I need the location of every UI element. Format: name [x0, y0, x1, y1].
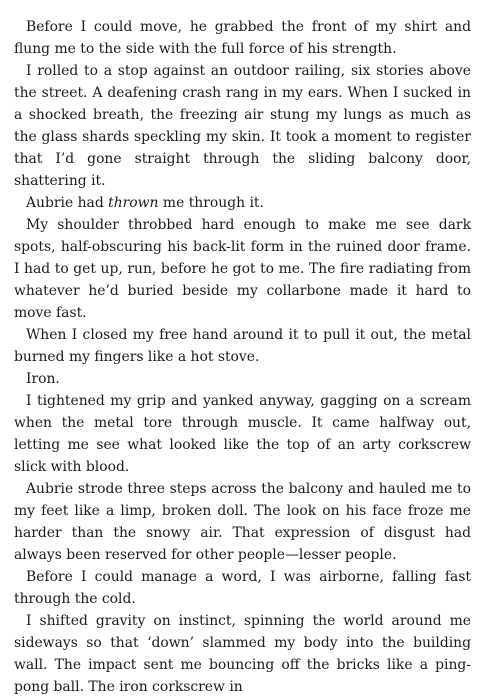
paragraph-4: My shoulder throbbed hard enough to make me see dark spots, half-obscuring his back-lit form in the ruined door frame. I had to get up, run, before he got to me. The fire radiating from whatever he’d buried beside my collarbone made it hard to move fast. — [14, 217, 471, 321]
paragraph-3-pre: Aubrie had — [26, 195, 109, 211]
paragraph-9: Before I could manage a word, I was airborne, falling fast through the cold. — [14, 569, 471, 607]
paragraph-3-post: me through it. — [158, 195, 264, 211]
paragraph-5: When I closed my free hand around it to pull it out, the metal burned my fingers like a hot stove. — [14, 327, 471, 365]
paragraph-1: Before I could move, he grabbed the front of my shirt and flung me to the side with the full force of his strength. — [14, 19, 471, 57]
paragraph-8: Aubrie strode three steps across the balcony and hauled me to my feet like a limp, broken doll. The look on his face froze me harder than the snowy air. That expression of disgust had always been reserved for other people—lesser people. — [14, 481, 471, 563]
paragraph-7: I tightened my grip and yanked anyway, gagging on a scream when the metal tore through muscle. It came halfway out, letting me see what looked like the top of an arty corkscrew slick with blood. — [14, 393, 471, 475]
paragraph-6: Iron. — [26, 371, 60, 387]
paragraph-3-emphasis: thrown — [108, 195, 159, 211]
paragraph-10: I shifted gravity on instinct, spinning the world around me sideways so that ‘down’ slammed my body into the building wall. The impact sent me bouncing off the bricks like a ping-pong ball. The iron corkscrew in — [14, 613, 471, 695]
paragraph-2: I rolled to a stop against an outdoor railing, six stories above the street. A deafening crash rang in my ears. When I sucked in a shocked breath, the freezing air stung my lungs as much as the glass shards speckling my skin. It took a moment to register that I’d gone straight through the sliding balcony door, shattering it. — [14, 63, 471, 189]
paragraph-3 — [14, 192, 471, 214]
